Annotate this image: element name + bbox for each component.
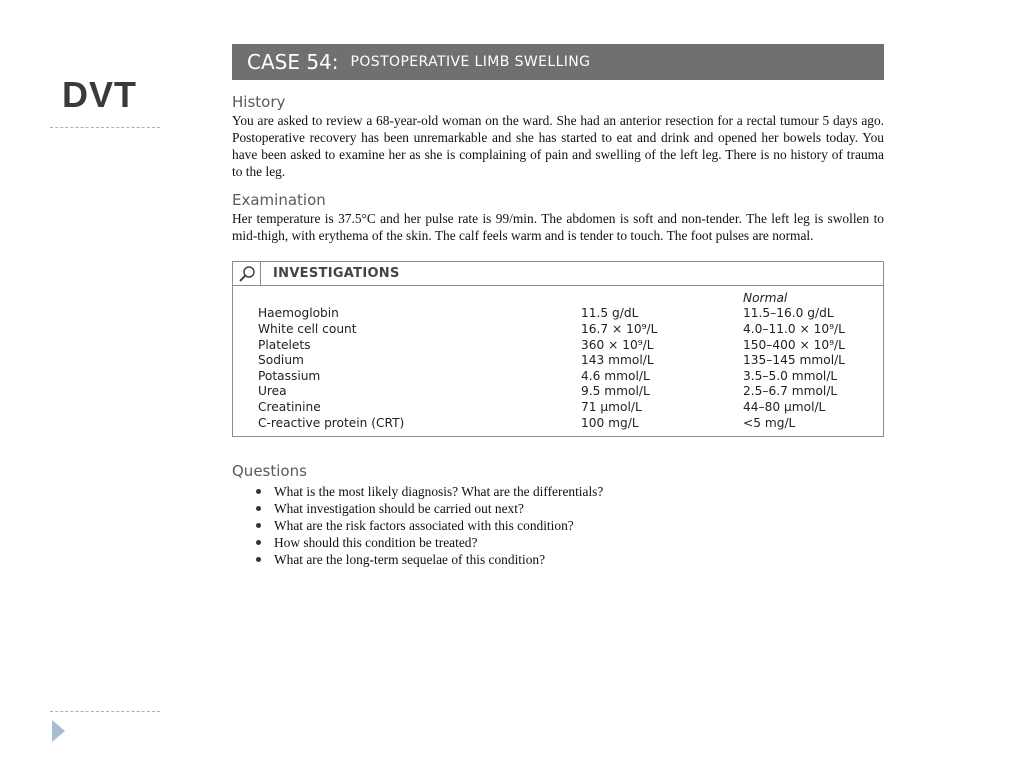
table-row [258,399,875,415]
investigations-box [232,261,884,437]
play-arrow-icon [52,720,65,742]
test-name: C-reactive protein (CRT) [258,415,405,430]
test-name: Urea [258,384,287,399]
table-row [258,337,875,353]
list-item [256,517,884,534]
test-name: White cell count [258,321,357,336]
test-normal-range: 11.5–16.0 g/dL [743,306,834,321]
questions-list [232,483,884,568]
test-normal-range: 4.0–11.0 × 10⁹/L [743,321,845,336]
case-document [232,44,884,568]
question-text: How should this condition be treated? [274,535,478,550]
test-value: 360 × 10⁹/L [581,337,654,352]
normal-column-header: Normal [743,290,788,305]
list-item [256,534,884,551]
table-row [258,384,875,400]
case-topic: POSTOPERATIVE LIMB SWELLING [350,54,591,70]
test-normal-range: <5 mg/L [743,415,796,430]
test-value: 4.6 mmol/L [581,368,650,383]
bullet-icon [256,557,261,562]
test-normal-range: 3.5–5.0 mmol/L [743,368,838,383]
bullet-icon [256,506,261,511]
test-normal-range: 44–80 µmol/L [743,399,826,414]
test-name: Haemoglobin [258,306,339,321]
case-header [232,44,884,80]
history-text: You are asked to review a 68-year-old woman on the ward. She had an anterior resection for a rectal tumour 5 days ago. Postoperative recovery has been unremarkable and she has started to eat and drink and opened her bowels today. You have been asked to examine her as she is complaining of pain and swelling of the left leg. There is no history of trauma to the leg. [232,113,884,179]
investigations-header [233,262,883,286]
question-text: What are the long-term sequelae of this condition? [274,552,546,567]
case-number: CASE 54: [247,50,339,74]
test-value: 11.5 g/dL [581,306,639,321]
magnifier-icon [233,262,261,285]
list-item [256,551,884,568]
test-name: Potassium [258,368,321,383]
question-text: What is the most likely diagnosis? What are the differentials? [274,484,604,499]
list-item [256,500,884,517]
test-normal-range: 150–400 × 10⁹/L [743,337,845,352]
table-row [258,306,875,322]
test-value: 9.5 mmol/L [581,384,650,399]
questions-heading: Questions [232,462,307,480]
list-item [256,483,884,500]
question-text: What investigation should be carried out next? [274,501,524,516]
test-value: 143 mmol/L [581,353,654,368]
examination-heading: Examination [232,191,326,209]
slide-title: DVT [62,74,137,115]
history-heading: History [232,93,286,111]
test-value: 100 mg/L [581,415,639,430]
test-name: Platelets [258,337,311,352]
table-header-row [258,290,875,306]
test-value: 71 µmol/L [581,399,642,414]
test-name: Sodium [258,353,304,368]
title-divider [50,127,160,128]
table-row [258,415,875,431]
table-row [258,352,875,368]
footer-divider [50,711,160,712]
test-normal-range: 135–145 mmol/L [743,353,845,368]
test-normal-range: 2.5–6.7 mmol/L [743,384,838,399]
examination-text: Her temperature is 37.5°C and her pulse rate is 99/min. The abdomen is soft and non-tender. The left leg is swollen to mid-thigh, with erythema of the skin. The calf feels warm and is tender to touch. The foot pulses are normal. [232,211,884,243]
investigations-table [258,290,875,430]
bullet-icon [256,489,261,494]
test-value: 16.7 × 10⁹/L [581,321,658,336]
table-row [258,368,875,384]
investigations-title: INVESTIGATIONS [273,266,400,281]
bullet-icon [256,540,261,545]
question-text: What are the risk factors associated with this condition? [274,518,574,533]
bullet-icon [256,523,261,528]
test-name: Creatinine [258,399,321,414]
table-row [258,321,875,337]
